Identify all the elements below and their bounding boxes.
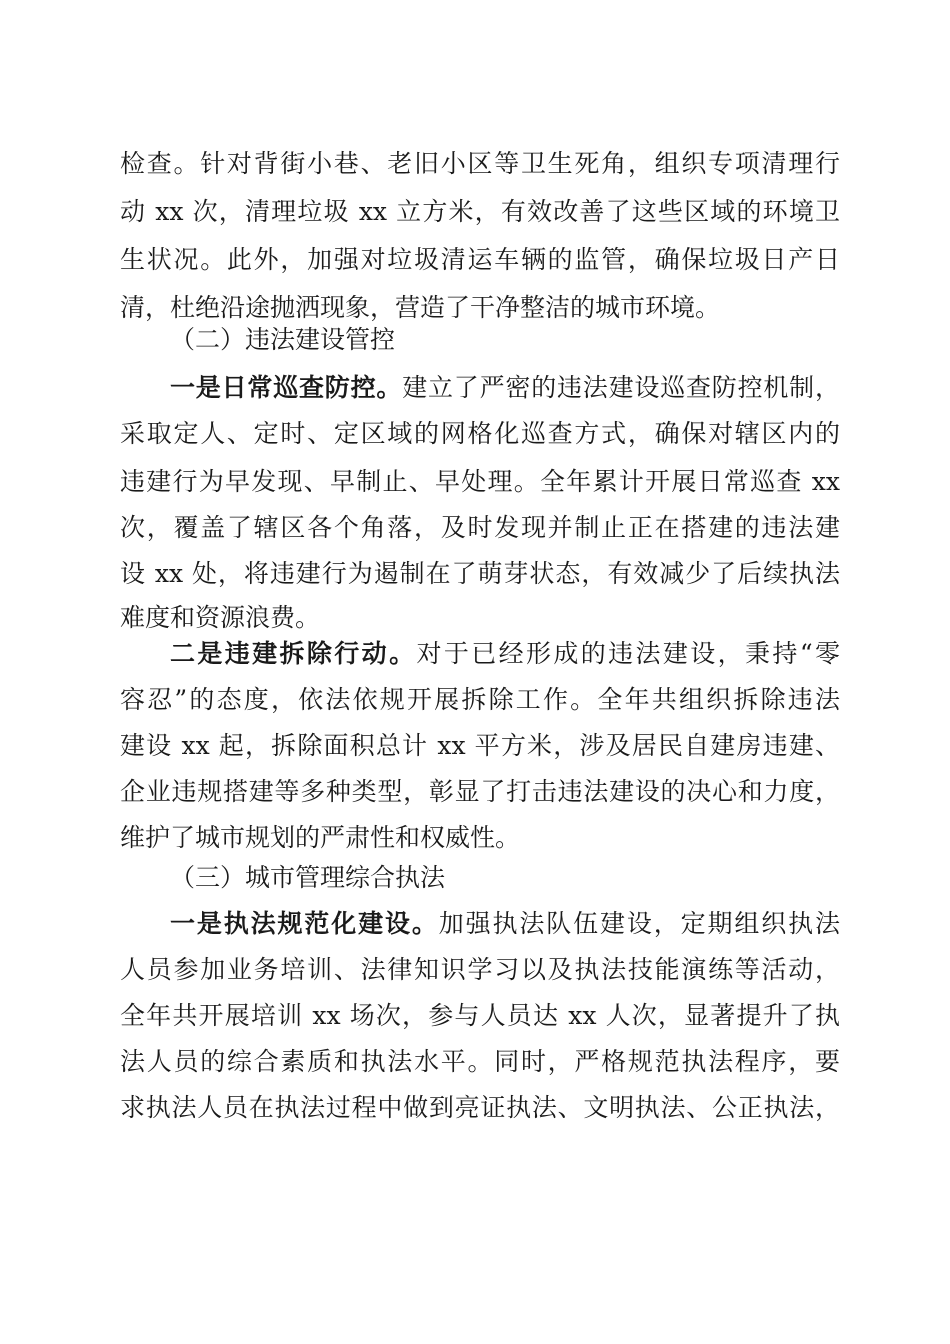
paragraph-line: 法人员的综合素质和执法水平。同时，严格规范执法程序，要 xyxy=(120,1047,840,1076)
paragraph-line: 设 xx 处，将违建行为遏制在了萌芽状态，有效减少了后续执法 xyxy=(120,559,840,588)
paragraph-line: 求执法人员在执法过程中做到亮证执法、文明执法、公正执法， xyxy=(120,1093,840,1122)
paragraph-line: 建设 xx 起，拆除面积总计 xx 平方米，涉及居民自建房违建、 xyxy=(120,731,840,760)
paragraph-line: 企业违规搭建等多种类型，彰显了打击违法建设的决心和力度， xyxy=(120,777,840,806)
paragraph-lead: 一是日常巡查防控。 xyxy=(170,373,403,402)
paragraph-line: 难度和资源浪费。 xyxy=(120,603,321,632)
paragraph-line: 动 xx 次，清理垃圾 xx 立方米，有效改善了这些区域的环境卫 xyxy=(120,197,840,226)
paragraph-line: 生状况。此外，加强对垃圾清运车辆的监管，确保垃圾日产日 xyxy=(120,245,840,274)
paragraph-first-line xyxy=(170,634,840,674)
paragraph-text: 建立了严密的违法建设巡查防控机制， xyxy=(402,373,840,402)
paragraph-first-line xyxy=(170,368,840,408)
paragraph-line: 次，覆盖了辖区各个角落，及时发现并制止正在搭建的违法建 xyxy=(120,513,840,542)
paragraph-line: 违建行为早发现、早制止、早处理。全年累计开展日常巡查 xx xyxy=(120,467,840,496)
paragraph-lead: 二是违建拆除行动。 xyxy=(170,639,417,668)
paragraph-line: 容忍”的态度，依法依规开展拆除工作。全年共组织拆除违法 xyxy=(120,685,840,714)
paragraph-line: 采取定人、定时、定区域的网格化巡查方式，确保对辖区内的 xyxy=(120,419,840,448)
paragraph-line: 人员参加业务培训、法律知识学习以及执法技能演练等活动， xyxy=(120,955,840,984)
paragraph-line: 检查。针对背街小巷、老旧小区等卫生死角，组织专项清理行 xyxy=(120,149,840,178)
paragraph-text: 对于已经形成的违法建设，秉持“零 xyxy=(416,639,840,668)
section-heading-2: （二）违法建设管控 xyxy=(170,325,396,354)
section-heading-3: （三）城市管理综合执法 xyxy=(170,863,446,892)
paragraph-line: 全年共开展培训 xx 场次，参与人员达 xx 人次，显著提升了执 xyxy=(120,1001,840,1030)
paragraph-line: 维护了城市规划的严肃性和权威性。 xyxy=(120,823,521,852)
paragraph-first-line xyxy=(170,904,840,944)
paragraph-lead: 一是执法规范化建设。 xyxy=(170,909,439,938)
paragraph-line: 清，杜绝沿途抛洒现象，营造了干净整洁的城市环境。 xyxy=(120,293,721,322)
paragraph-text: 加强执法队伍建设，定期组织执法 xyxy=(438,909,840,938)
